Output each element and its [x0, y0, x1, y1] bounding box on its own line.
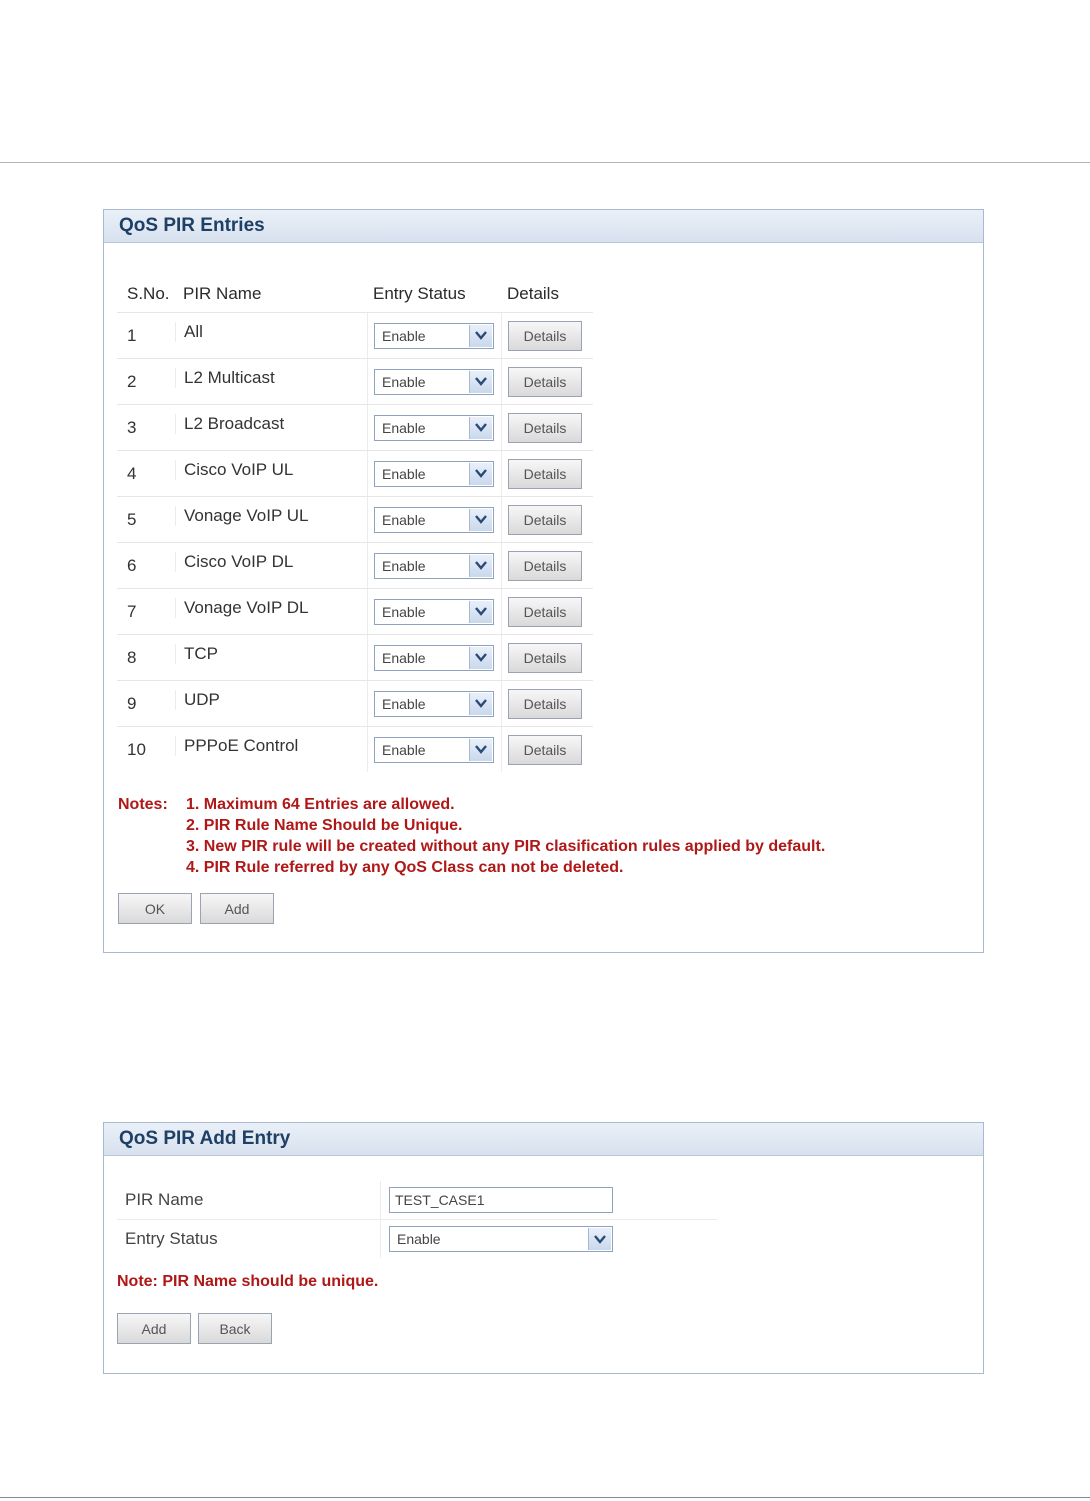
note-item: 4. PIR Rule referred by any QoS Class can not be deleted.	[186, 859, 624, 876]
chevron-down-icon[interactable]	[588, 1228, 611, 1250]
table-row	[117, 726, 593, 772]
column-header-details: Details	[507, 284, 559, 303]
unique-name-note: Note: PIR Name should be unique.	[117, 1273, 379, 1290]
table-row	[117, 680, 593, 726]
row-sno: 8	[127, 647, 137, 667]
entry-status-select[interactable]	[374, 461, 494, 487]
column-header-entry-status: Entry Status	[373, 284, 466, 303]
entry-status-select[interactable]	[374, 323, 494, 349]
row-sno: 5	[127, 509, 137, 529]
top-divider	[0, 162, 1090, 163]
row-sno: 1	[127, 325, 137, 345]
entry-status-select[interactable]	[389, 1226, 613, 1252]
chevron-down-icon[interactable]	[469, 693, 492, 715]
details-button[interactable]: Details	[508, 735, 582, 765]
details-button[interactable]: Details	[508, 505, 582, 535]
add-entry-form	[117, 1181, 717, 1258]
entry-status-value: Enable	[382, 695, 426, 712]
chevron-down-icon[interactable]	[469, 417, 492, 439]
details-button[interactable]: Details	[508, 689, 582, 719]
bottom-divider	[0, 1497, 1090, 1498]
chevron-down-icon[interactable]	[469, 647, 492, 669]
chevron-down-icon[interactable]	[469, 325, 492, 347]
details-button[interactable]: Details	[508, 413, 582, 443]
row-pir-name: TCP	[175, 644, 367, 664]
row-sno: 10	[127, 739, 146, 759]
row-pir-name: UDP	[175, 690, 367, 710]
chevron-down-icon[interactable]	[469, 555, 492, 577]
entry-status-select[interactable]	[374, 369, 494, 395]
entries-table	[117, 276, 593, 772]
table-row	[117, 404, 593, 450]
table-row	[117, 496, 593, 542]
table-body	[117, 312, 593, 772]
chevron-down-icon[interactable]	[469, 463, 492, 485]
row-sno: 4	[127, 463, 137, 483]
add-entry-actions	[117, 1313, 272, 1344]
row-sno: 2	[127, 371, 137, 391]
row-pir-name: All	[175, 322, 367, 342]
row-pir-name: Vonage VoIP DL	[175, 598, 367, 618]
note-item: 2. PIR Rule Name Should be Unique.	[186, 817, 463, 834]
qos-pir-add-entry-panel	[103, 1122, 984, 1374]
entry-status-select[interactable]	[374, 553, 494, 579]
pir-name-input[interactable]	[389, 1187, 613, 1213]
column-header-sno: S.No.	[127, 284, 170, 303]
back-button[interactable]: Back	[198, 1313, 272, 1344]
entry-status-value: Enable	[382, 419, 426, 436]
row-pir-name: Cisco VoIP DL	[175, 552, 367, 572]
details-button[interactable]: Details	[508, 643, 582, 673]
ok-button[interactable]: OK	[118, 893, 192, 924]
row-sno: 6	[127, 555, 137, 575]
entry-status-value: Enable	[397, 1231, 441, 1247]
add-button[interactable]: Add	[200, 893, 274, 924]
entry-status-select[interactable]	[374, 737, 494, 763]
notes-list	[186, 794, 825, 878]
note-item: 1. Maximum 64 Entries are allowed.	[186, 796, 455, 813]
details-button[interactable]: Details	[508, 367, 582, 397]
entry-status-select[interactable]	[374, 599, 494, 625]
table-header	[117, 276, 593, 312]
entry-status-value: Enable	[382, 465, 426, 482]
chevron-down-icon[interactable]	[469, 371, 492, 393]
panel-title: QoS PIR Add Entry	[104, 1123, 983, 1156]
row-pir-name: PPPoE Control	[175, 736, 367, 756]
chevron-down-icon[interactable]	[469, 601, 492, 623]
table-row	[117, 312, 593, 358]
row-pir-name: Cisco VoIP UL	[175, 460, 367, 480]
form-row-pir-name	[117, 1181, 717, 1219]
row-pir-name: L2 Multicast	[175, 368, 367, 388]
qos-pir-entries-panel	[103, 209, 984, 953]
panel-title: QoS PIR Entries	[104, 210, 983, 243]
table-row	[117, 634, 593, 680]
entry-status-value: Enable	[382, 741, 426, 758]
entry-status-value: Enable	[382, 603, 426, 620]
notes-label: Notes:	[118, 796, 168, 813]
row-pir-name: Vonage VoIP UL	[175, 506, 367, 526]
entry-status-select[interactable]	[374, 691, 494, 717]
table-row	[117, 542, 593, 588]
entry-status-select[interactable]	[374, 645, 494, 671]
row-sno: 7	[127, 601, 137, 621]
entries-actions	[118, 893, 274, 924]
entry-status-label: Entry Status	[125, 1229, 218, 1248]
table-row	[117, 588, 593, 634]
table-row	[117, 358, 593, 404]
table-row	[117, 450, 593, 496]
row-sno: 3	[127, 417, 137, 437]
pir-name-label: PIR Name	[125, 1190, 204, 1209]
details-button[interactable]: Details	[508, 551, 582, 581]
row-sno: 9	[127, 693, 137, 713]
entry-status-select[interactable]	[374, 507, 494, 533]
row-pir-name: L2 Broadcast	[175, 414, 367, 434]
details-button[interactable]: Details	[508, 597, 582, 627]
column-header-pir-name: PIR Name	[183, 284, 262, 303]
form-row-entry-status	[117, 1219, 717, 1258]
entry-status-value: Enable	[382, 557, 426, 574]
details-button[interactable]: Details	[508, 459, 582, 489]
entry-status-value: Enable	[382, 511, 426, 528]
entry-status-value: Enable	[382, 649, 426, 666]
entry-status-value: Enable	[382, 373, 426, 390]
details-button[interactable]: Details	[508, 321, 582, 351]
add-entry-button[interactable]: Add	[117, 1313, 191, 1344]
entry-status-select[interactable]	[374, 415, 494, 441]
note-item: 3. New PIR rule will be created without any PIR clasification rules applied by default.	[186, 838, 826, 855]
chevron-down-icon[interactable]	[469, 739, 492, 761]
entry-status-value: Enable	[382, 327, 426, 344]
chevron-down-icon[interactable]	[469, 509, 492, 531]
